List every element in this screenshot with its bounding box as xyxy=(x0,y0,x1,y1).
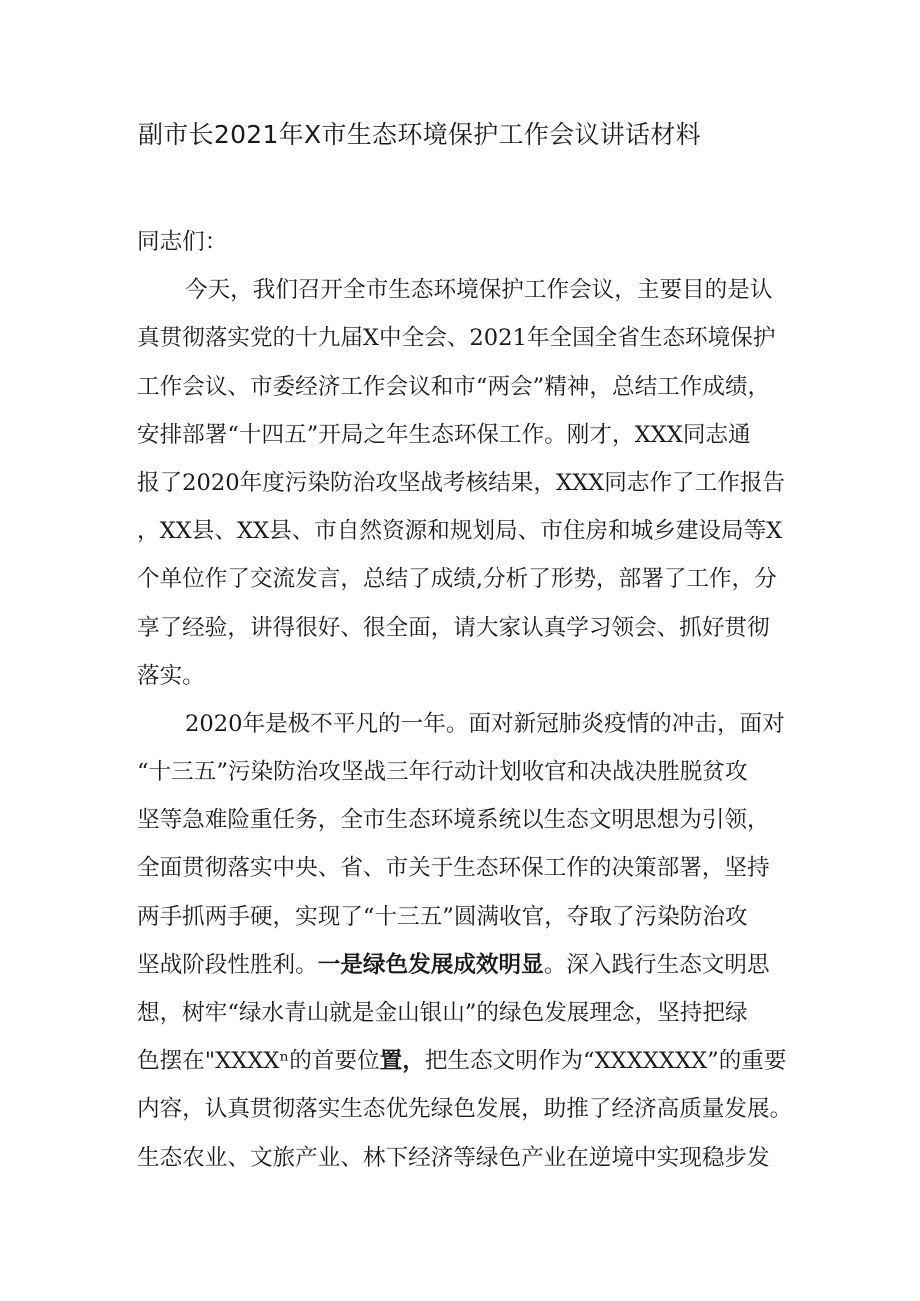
paragraph-line xyxy=(137,1037,797,1085)
paragraph-line xyxy=(137,941,797,989)
document-title: 副市长2021年X市生态环境保护工作会议讲话材料 xyxy=(138,120,701,149)
paragraph-2 xyxy=(137,700,797,1182)
bold-heading: 一是绿色发展成效明显 xyxy=(317,951,544,978)
paragraph-line: 2020年是极不平凡的一年。面对新冠肺炎疫情的冲击，面对 xyxy=(185,710,785,737)
paragraph-line: 两手抓两手硬，实现了“十三五”圆满收官，夺取了污染防治攻 xyxy=(137,903,748,930)
paragraph-1 xyxy=(137,266,797,700)
paragraph-line: 工作会议、市委经济工作会议和市“两会”精神，总结工作成绩， xyxy=(137,373,771,400)
line-text: 坚战阶段性胜利。 xyxy=(137,951,318,978)
paragraph-line: “十三五”污染防治攻坚战三年行动计划收官和决战决胜脱贫攻 xyxy=(137,759,748,786)
bold-text: 置， xyxy=(379,1048,425,1075)
paragraph-line: 想，树牢“绿水青山就是金山银山”的绿色发展理念，坚持把绿 xyxy=(137,1000,748,1026)
line-text: 色摆在"XXXXⁿ的首要位 xyxy=(137,1048,380,1075)
paragraph-line: 内容，认真贯彻落实生态优先绿色发展，助推了经济高质量发展。 xyxy=(137,1096,793,1123)
paragraph-line: 报了2020年度污染防治攻坚战考核结果，XXX同志作了工作报告 xyxy=(137,469,786,496)
line-text: 把生态文明作为“XXXXXXX”的重要 xyxy=(424,1048,787,1075)
paragraph-line: 个单位作了交流发言，总结了成绩,分析了形势，部署了工作，分 xyxy=(137,566,777,593)
paragraph-line: 真贯彻落实党的十九届X中全会、2021年全国全省生态环境保护 xyxy=(137,325,776,352)
document-body xyxy=(137,218,797,1182)
paragraph-line: 享了经验，讲得很好、很全面，请大家认真学习领会、抓好贯彻 xyxy=(137,614,770,641)
paragraph-line: ，XX县、XX县、市自然资源和规划局、市住房和城乡建设局等X xyxy=(137,518,783,545)
paragraph-line: 生态农业、文旅产业、林下经济等绿色产业在逆境中实现稳步发 xyxy=(137,1144,770,1171)
paragraph-line: 坚等急难险重任务，全市生态环境系统以生态文明思想为引领， xyxy=(137,807,770,834)
line-text: 。深入践行生态文明思 xyxy=(543,951,770,978)
paragraph-line: 安排部署“十四五”开局之年生态环保工作。刚才，XXX同志通 xyxy=(137,421,751,448)
paragraph-line: 落实。 xyxy=(137,662,205,689)
paragraph-line: 今天，我们召开全市生态环境保护工作会议，主要目的是认 xyxy=(185,277,773,304)
paragraph-line: 全面贯彻落实中央、省、市关于生态环保工作的决策部署，坚持 xyxy=(137,855,770,882)
salutation: 同志们： xyxy=(137,229,228,255)
